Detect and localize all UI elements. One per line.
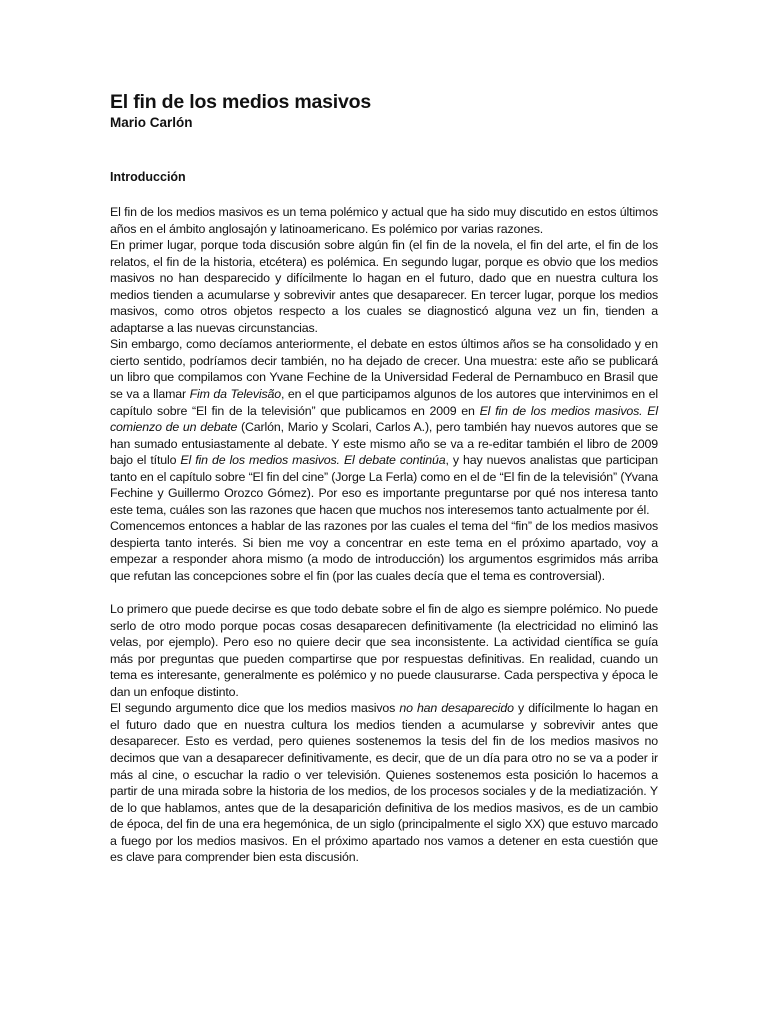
paragraph: Sin embargo, como decíamos anteriormente, el debate en estos últimos años se ha consolidado y en cierto sentido, podríamos decir también, no ha dejado de crecer. Una muestra: este año se publicará un libro que compilamos con Yvane Fechine de la Universidad Federal de Pernambuco en Brasil que se va a llamar Fim da Televisão, en el que participamos algunos de los autores que intervinimos en el capítulo sobre “El fin de la televisión” que publicamos en 2009 en El fin de los medios masivos. El comienzo de un debate (Carlón, Mario y Scolari, Carlos A.), pero también hay nuevos autores que se han sumado entusiastamente al debate. Y este mismo año se va a re-editar también el libro de 2009 bajo el título El fin de los medios masivos. El debate continúa, y hay nuevos analistas que participan tanto en el capítulo sobre “El fin del cine” (Jorge La Ferla) como en el de “El fin de la televisión” (Yvana Fechine y Guillermo Orozco Gómez). Por eso es importante preguntarse por qué nos interesa tanto este tema, cuáles son las razones que hacen que muchos nos interesemos tanto actualmente por él.: [110, 337, 658, 517]
document-author: Mario Carlón: [110, 115, 193, 130]
paragraph: Comencemos entonces a hablar de las razones por las cuales el tema del “fin” de los medios masivos despierta tanto interés. Si bien me voy a concentrar en este tema en el próximo apartado, voy a empezar a responder ahora mismo (a modo de introducción) los argumentos esgrimidos más arriba que refutan las concepciones sobre el fin (por las cuales decía que el tema es controversial).: [110, 519, 658, 584]
paragraph: El fin de los medios masivos es un tema polémico y actual que ha sido muy discutido en estos últimos años en el ámbito anglosajón y latinoamericano. Es polémico por varias razones.: [110, 205, 658, 236]
document-title: El fin de los medios masivos: [110, 91, 371, 113]
document-page: [110, 90, 658, 866]
paragraph: El segundo argumento dice que los medios masivos no han desaparecido y difícilmente lo hagan en el futuro dado que en nuestra cultura los medios tienden a acumularse y sobrevivir antes que desaparecer. Esto es verdad, pero quienes sostenemos la tesis del fin de los medios masivos no decimos que van a desaparecer definitivamente, es decir, que de un día para otro no se va a poder ir más al cine, o escuchar la radio o ver televisión. Quienes sostenemos esta posición lo hacemos a partir de una mirada sobre la historia de los medios, de los procesos sociales y de la mediatización. Y de lo que hablamos, antes que de la desaparición definitiva de los medios masivos, es de un cambio de época, del fin de una era hegemónica, de un siglo (principalmente el siglo XX) que estuvo marcado a fuego por los medios masivos. En el próximo apartado nos vamos a detener en esta cuestión que es clave para comprender bien esta discusión.: [110, 701, 659, 865]
book-title: El fin de los medios masivos. El debate continúa: [180, 453, 446, 468]
book-title: El fin de los medios masivos. El comienzo de un debate: [110, 403, 658, 435]
paragraph-gap: [110, 585, 658, 602]
document-body: [110, 204, 658, 866]
section-heading: Introducción: [110, 170, 186, 184]
emphasis: no han desaparecido: [399, 701, 514, 716]
book-title: Fim da Televisão: [189, 387, 282, 402]
paragraph: Lo primero que puede decirse es que todo debate sobre el fin de algo es siempre polémico. No puede serlo de otro modo porque pocas cosas desaparecen definitivamente (la electricidad no eliminó las velas, por ejemplo). Pero eso no quiere decir que sea inconsistente. La actividad científica se guía más por preguntas que pueden compartirse que por respuestas definitivas. En realidad, cuando un tema es interesante, generalmente es polémico y no puede clausurarse. Cada perspectiva y época le dan un enfoque distinto.: [110, 602, 658, 699]
paragraph: En primer lugar, porque toda discusión sobre algún fin (el fin de la novela, el fin del arte, el fin de los relatos, el fin de la historia, etcétera) es polémica. En segundo lugar, porque es obvio que los medios masivos no han desparecido y difícilmente lo hagan en el futuro, dado que en nuestra cultura los medios tienden a acumularse y sobrevivir antes que desaparecer. En tercer lugar, porque los medios masivos, como otros objetos respecto a los cuales se diagnosticó alguna vez un fin, tienden a adaptarse a las nuevas circunstancias.: [110, 238, 658, 335]
